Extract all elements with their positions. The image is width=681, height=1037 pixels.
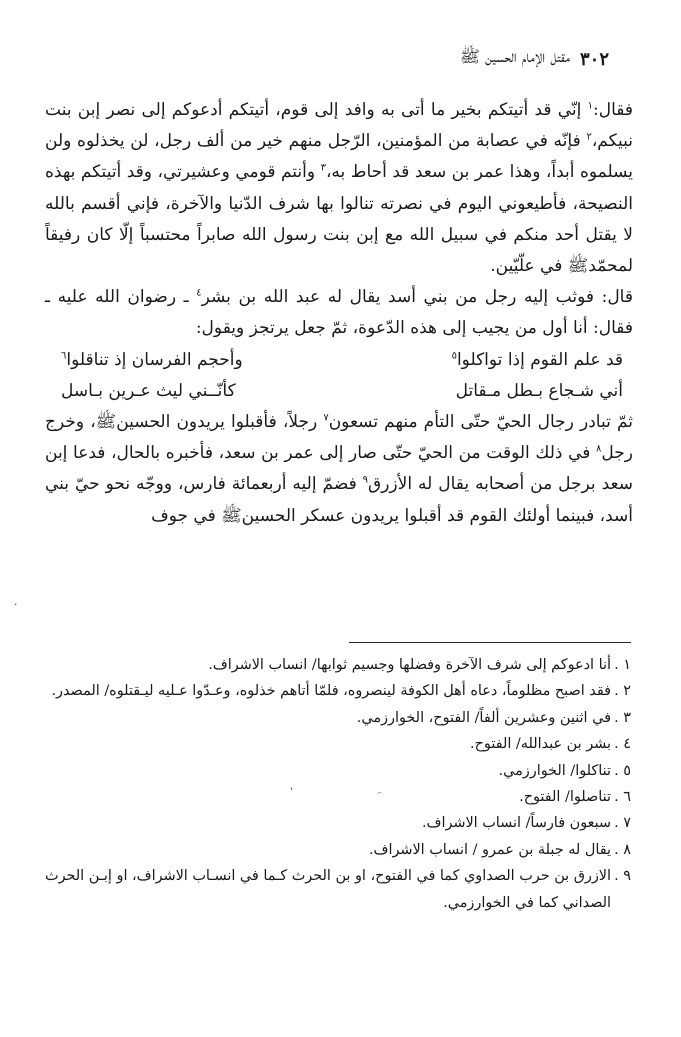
footnote-marker: ٢ [586, 131, 592, 143]
footnote-number: ٨ . [614, 841, 631, 858]
text-run: وأحجم الفرسان إذ تناقلوا [66, 349, 243, 370]
hemistich: أني شـجاع بـطل مـقاتل [455, 380, 623, 401]
footnote-text: في اثنين وعشرين ألفاً/ الفتوح، الخوارزمي. [356, 709, 611, 726]
footnote [41, 678, 631, 704]
hemistich [61, 345, 243, 376]
footnote [41, 705, 631, 731]
footnote-text: الازرق بن حرب الصداوي كما في الفتوح، او بن الحرث كـما في انسـاب الاشراف، او إبـن الحرث الصداني كما في الخوارزمي. [45, 868, 611, 911]
footnote [41, 758, 631, 784]
scan-speck: ﹶ [378, 790, 382, 803]
footnote-marker: ٦ [61, 349, 67, 361]
footnote [41, 652, 631, 678]
page-header [50, 44, 609, 74]
text-run: في ذلك الوقت من الحيّ حتّى صار إلى عمر بن سعد، فأخبره بالحال، فدعا إبن سعد برجل من أصحابه يقال له الأزرق [45, 443, 633, 495]
paragraph-response [45, 282, 633, 344]
footnote-marker: ١ [587, 100, 593, 112]
footnote-number: ٧ . [614, 815, 631, 832]
footnote-text: فقد اصبح مظلوماً، دعاه أهل الكوفة لينصروه، فلمّا أتاهم خذلوه، وعـدّوا عـليه ليـقتلوه/ المصدر. [51, 683, 611, 700]
text-run: قال: فوثب إليه رجل من بني أسد يقال له عبد الله بن بشر [201, 287, 633, 308]
footnote-number: ٢ . [614, 683, 631, 700]
poem [61, 345, 623, 407]
footnote-marker: ٧ [323, 412, 329, 424]
footnote [41, 731, 631, 757]
footnotes [41, 652, 631, 916]
footnote-number: ٦ . [614, 789, 631, 806]
footnote-text: سبعون فارساً/ انساب الاشراف. [421, 815, 611, 832]
text-run: إنّي قد أتيتكم بخير ما أتى به وافد إلى قوم، أتيتكم أدعوكم إلى نصر إبن بنت نبيكم، [45, 100, 633, 152]
text-run: وأنتم قومي وعشيرتي، وقد أتيتكم بهذه النصيحة، فأطيعوني اليوم في نصرته تنالوا بها شرف الدّنيا والآخرة، فإني أقسم بالله لا يقتل أحد منكم في سبيل الله مع إبن بنت رسول الله صابراً محتسباً إلّا كان رفيقاً لمحمّدﷺ في علّيّين. [45, 162, 633, 277]
hemistich: كأنّــني ليث عـرين بـاسل [61, 380, 236, 401]
footnote-marker: ٩ [362, 474, 369, 486]
footnote-number: ١ . [614, 657, 631, 673]
footnote-text: أنا ادعوكم إلى شرف الآخرة وفضلها وجسيم ثوابها/ انساب الاشراف. [208, 657, 611, 673]
footnote-number: ٤ . [614, 736, 631, 753]
footnote-separator [349, 642, 631, 643]
text-run: فإنّه في عصابة من المؤمنين، الرّجل منهم خير من ألف رجل، لن يخذلوه ولن يسلموه أبداً، وهذا عمر بن سعد قد أحاط به، [45, 131, 633, 183]
footnote-number: ٩ . [614, 868, 631, 885]
footnote-marker: ٤ [196, 287, 202, 299]
running-title: مقتل الإمام الحسين ﷺ [459, 47, 570, 66]
text-run: فقال: [593, 100, 633, 120]
footnote [41, 810, 631, 836]
footnote-marker: ٣ [320, 162, 326, 174]
footnote [41, 784, 631, 810]
footnote-marker: ٥ [451, 349, 457, 361]
footnote-text: تناكلوا/ الخوارزمي. [498, 762, 611, 779]
paragraph-speech [45, 95, 633, 282]
paragraph-narrative [45, 407, 633, 532]
text-run: فضمّ إليه أربعمائة فارس، ووجّه نحو حيّ بني أسد، فبينما أولئك القوم قد أقبلوا يريدون عسكر الحسينﷺ في جوف [45, 474, 633, 526]
footnote-text: بشر بن عبدالله/ الفتوح. [470, 736, 611, 753]
page-number: ٣٠٢ [579, 48, 609, 70]
footnote-text: يقال له جبلة بن عمرو / انساب الاشراف. [368, 841, 611, 858]
footnote [41, 863, 631, 916]
scan-speck: ˈ [290, 786, 294, 799]
text-run: رجلاً، فأقبلوا يريدون الحسينﷺ، وخرج رجل [45, 412, 633, 464]
poem-verse [61, 345, 623, 376]
footnote-number: ٥ . [614, 762, 631, 779]
hemistich [452, 345, 623, 376]
text-run: ثمّ تبادر رجال الحيّ حتّى التأم منهم تسعون [328, 412, 633, 432]
main-text [45, 95, 633, 532]
scan-speck: · [14, 598, 18, 611]
text-run: قد علم القوم إذا تواكلوا [456, 349, 623, 370]
footnote-number: ٣ . [614, 709, 631, 726]
footnote [41, 837, 631, 863]
footnote-marker: ٨ [596, 443, 602, 455]
poem-verse [61, 376, 623, 407]
text-run: ـ رضوان الله عليه ـ فقال: أنا أول من يجيب إلى هذه الدّعوة، ثمّ جعل يرتجز ويقول: [45, 287, 633, 339]
footnote-text: تناصلوا/ الفتوح. [519, 789, 611, 806]
